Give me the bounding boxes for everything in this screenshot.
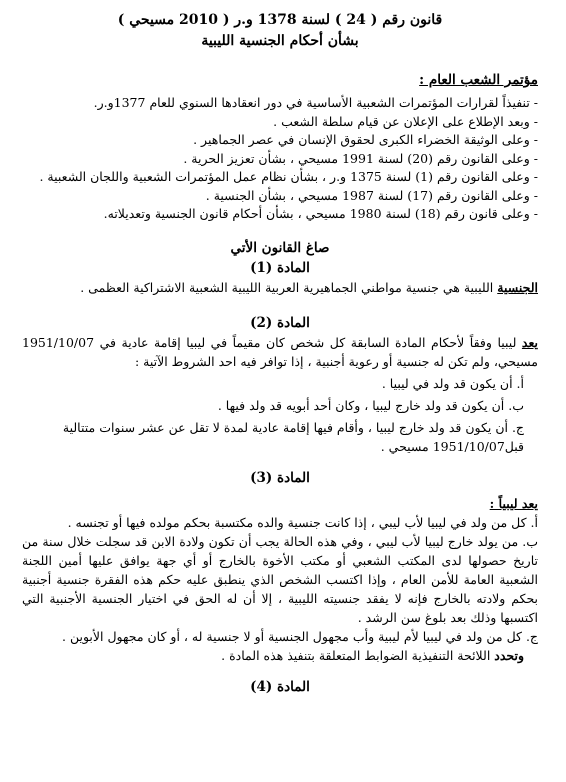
list-item: - وعلى القانون رقم (20) لسنة 1991 مسيحي ، بشأن تعزيز الحرية . [183, 150, 538, 166]
article-3-heading: المادة (3) [250, 469, 310, 486]
article-3-lead: يعد ليبياً : [489, 495, 538, 511]
list-item: - وعلى قانون رقم (18) لسنة 1980 مسيحي ، بشأن أحكام قانون الجنسية وتعديلاته. [103, 206, 538, 221]
list-item: - وبعد الإطلاع على الإعلان عن قيام سلطة الشعب . [273, 113, 538, 129]
spacer [22, 456, 538, 468]
list-item: - وعلى القانون رقم (17) لسنة 1987 مسيحي ، بشأن الجنسية . [205, 187, 538, 203]
article-2-lead: يعد [521, 334, 538, 350]
article-3-item-b: ب. من يولد خارج ليبيا لأب ليبي ، وفي هذه الحالة يجب أن تكون ولادة الابن قد سجلت خلال سنة من تاريخ حصولها لدى المكتب الشعبي أو مكتب الأخوة بالخارج أو أي جهة يوافق عليها أمين اللجنة الشعبية العامة للأمن العام ، وإذا اكتسب الشخص الذي ينطبق عليه حكم هذه الفقرة جنسية أجنبية بحكم ولادته بالخارج فإنه لا يفقد جنسيته الليبية ، إلا أن له الحق في اختيار الجنسية الأجنبية التي اكتسبها وذلك بعد بلوغ سن الرشد . [22, 533, 538, 625]
spacer [22, 665, 538, 677]
article-3-closing-body: اللائحة التنفيذية الضوابط المتعلقة بتنفيذ هذه المادة . [221, 647, 495, 663]
article-3-closing [22, 646, 538, 665]
preamble-heading: مؤتمر الشعب العام : [419, 72, 538, 88]
article-3-item-c: ج. كل من ولد في ليبيا لأم ليبية وأب مجهول الجنسية أو لا جنسية له ، أو كان مجهول الأبوين . [62, 628, 538, 644]
article-2-item-c: ج. أن يكون قد ولد خارج ليبيا ، وأقام فيها إقامة عادية لمدة لا تقل عن عشر سنوات متتالية قبل1951/10/07 مسيحي . [62, 419, 524, 454]
preamble-list [22, 94, 538, 224]
enactment-clause: صاغ القانون الأتي [230, 239, 330, 256]
article-3-closing-lead: وتحدد [494, 647, 524, 663]
list-item: - وعلى القانون رقم (1) لسنة 1375 و.ر ، بشأن نظام عمل المؤتمرات الشعبية واللجان الشعبية . [39, 169, 538, 184]
law-subtitle: بشأن أحكام الجنسية الليبية [201, 33, 359, 49]
spacer [22, 297, 538, 313]
law-title: قانون رقم ( 24 ) لسنة 1378 و.ر ( 2010 مسيحي ) [117, 12, 443, 28]
article-2-item-a: أ. أن يكون قد ولد في ليبيا . [381, 375, 524, 391]
article-4-heading: المادة (4) [250, 678, 310, 695]
article-2-item-b: ب. أن يكون قد ولد خارج ليبيا ، وكان أحد أبويه قد ولد فيها . [217, 397, 524, 413]
article-2-heading: المادة (2) [250, 314, 310, 331]
spacer [22, 224, 538, 238]
list-item: - وعلى الوثيقة الخضراء الكبرى لحقوق الإنسان في عصر الجماهير . [193, 132, 538, 147]
article-1-heading: المادة (1) [250, 259, 310, 276]
article-2-text [22, 333, 538, 371]
article-2-body: ليبيا وفقاً لأحكام المادة السابقة كل شخص كان مقيماً في ليبيا إقامة عادية في 1951/10/07 مسيحي، ولم تكن له جنسية أو رعوية أجنبية ، إذا توافر فيه احد الشروط الآتية : [22, 334, 538, 369]
article-1-text [22, 278, 538, 297]
article-3-item-a: أ. كل من ولد في ليبيا لأب ليبي ، إذا كانت جنسية والده مكتسبة بحكم مولده فيها أو تجنسه . [67, 514, 538, 530]
list-item: - تنفيذاً لقرارات المؤتمرات الشعبية الأساسية في دور انعقادها السنوي للعام 1377و.ر. [93, 95, 538, 110]
article-1-body: الليبية هي جنسية مواطني الجماهيرية العربية الليبية الشعبية الاشتراكية العظمى . [80, 279, 498, 295]
article-1-lead: الجنسية [497, 279, 538, 295]
